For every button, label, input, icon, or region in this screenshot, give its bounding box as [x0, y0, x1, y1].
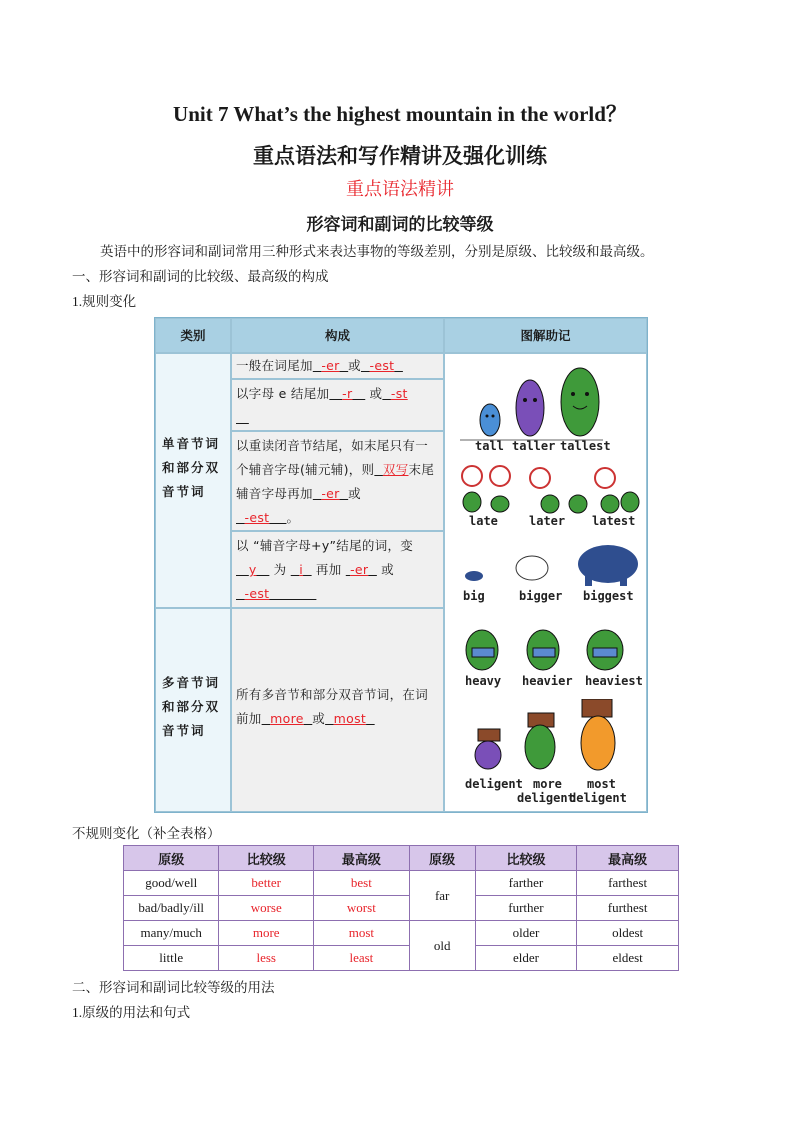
col-header: 原级 — [409, 846, 475, 871]
regular-change-table — [154, 317, 648, 813]
caption-most: most — [587, 777, 616, 791]
cell: oldest — [577, 921, 679, 946]
answer-most: most — [333, 711, 367, 726]
subheading-positive-degree: 1.原级的用法和句式 — [72, 1005, 191, 1020]
cat-line: 音节词 — [162, 723, 206, 738]
cell: bad/badly/ill — [124, 896, 219, 921]
cell: eldest — [577, 946, 679, 971]
answer-cell: best — [314, 871, 410, 896]
answer-cell: less — [219, 946, 314, 971]
rule-text: 以字母 e 结尾加 — [236, 386, 330, 401]
answer-cell: worse — [219, 896, 314, 921]
rule-text: 以 “辅音字母+y”结尾的词，变 — [236, 538, 414, 553]
rule-text: 以重读闭音节结尾，如末尾只有一个辅音字母(辅元辅)，则 — [236, 438, 429, 477]
cat-line: 和部分双 — [162, 699, 221, 714]
caption-more: more — [533, 777, 562, 791]
irregular-label: 不规则变化（补全表格） — [72, 826, 221, 842]
rule-row-5 — [231, 608, 444, 812]
section-title-red: 重点语法精讲 — [346, 179, 454, 200]
heavy-figures-illustration — [460, 624, 640, 674]
cell: farther — [475, 871, 577, 896]
answer-st: -st — [390, 386, 408, 401]
cell: furthest — [577, 896, 679, 921]
tall-figures-illustration — [455, 362, 605, 442]
illustration-cell — [444, 353, 647, 812]
diligent-figures-illustration — [460, 699, 640, 774]
rule-row-1 — [231, 353, 444, 379]
caption-later: later — [529, 514, 566, 528]
col-header: 最高级 — [314, 846, 410, 871]
col-header: 比较级 — [475, 846, 577, 871]
caption-biggest: biggest — [583, 589, 634, 603]
caption-tallest: tallest — [560, 439, 611, 453]
rule-row-3: 以重读闭音节结尾，如末尾只有一个辅音字母(辅元辅)，则 双写末尾辅音字母再加 -er 或 -est 。 — [231, 431, 444, 531]
category-multi-syllable — [155, 608, 231, 812]
header-formation: 构成 — [231, 318, 444, 353]
answer-cell: most — [314, 921, 410, 946]
answer-est: -est — [244, 510, 270, 525]
answer-er: -er — [350, 562, 369, 577]
rule-text: 末尾辅音字母再加 — [236, 462, 435, 501]
caption-heavy: heavy — [465, 674, 502, 688]
cell: older — [475, 921, 577, 946]
cell: good/well — [124, 871, 219, 896]
answer-cell: worst — [314, 896, 410, 921]
cell: many/much — [124, 921, 219, 946]
answer-r: -r — [342, 386, 353, 401]
caption-heaviest: heaviest — [585, 674, 643, 688]
rule-text: 或 — [369, 386, 383, 401]
caption-diligent: deligent — [465, 777, 523, 791]
rule-text: 或 — [348, 486, 361, 501]
caption-bigger: bigger — [519, 589, 563, 603]
table-row — [124, 896, 679, 921]
answer-cell: more — [219, 921, 314, 946]
answer-er: -er — [321, 358, 340, 373]
cat-line: 音节词 — [162, 484, 206, 499]
col-header: 原级 — [124, 846, 219, 871]
table-header-row — [124, 846, 679, 871]
title-english: Unit 7 What’s the highest mountain in the world？ — [173, 102, 627, 126]
col-header: 比较级 — [219, 846, 314, 871]
table-row — [124, 871, 679, 896]
section-heading-2: 二、形容词和副词比较等级的用法 — [72, 980, 275, 996]
rule-text: 为 — [273, 562, 287, 577]
table-row — [124, 921, 679, 946]
answer-cell: better — [219, 871, 314, 896]
rule-text: 或 — [348, 358, 361, 373]
subtitle: 形容词和副词的比较等级 — [306, 215, 494, 235]
rule-text: 所有多音节和部分双音节词，在词前加 — [236, 687, 429, 726]
caption-big: big — [463, 589, 485, 603]
answer-y: y — [248, 562, 257, 577]
caption-taller: taller — [512, 439, 556, 453]
answer-est: -est — [369, 358, 395, 373]
table-row — [124, 946, 679, 971]
rule-row-4 — [231, 531, 444, 608]
rule-text: 或 — [312, 711, 326, 726]
rule-text: 或 — [381, 562, 394, 577]
col-header: 最高级 — [577, 846, 679, 871]
section-heading-1: 一、形容词和副词的比较级、最高级的构成 — [72, 269, 329, 285]
subheading-regular: 1.规则变化 — [72, 294, 137, 309]
irregular-change-table — [123, 845, 679, 971]
header-illustration: 图解助记 — [444, 318, 647, 353]
big-animals-illustration — [460, 544, 640, 589]
cell-far: far — [409, 871, 475, 921]
cell: elder — [475, 946, 577, 971]
caption-most-diligent: deligent — [569, 791, 627, 805]
cat-line: 单音节词 — [162, 436, 221, 451]
cell-old: old — [409, 921, 475, 971]
answer-i: i — [299, 562, 304, 577]
answer-more: more — [270, 711, 304, 726]
rule-text: 再加 — [315, 562, 342, 577]
category-single-syllable — [155, 353, 231, 608]
caption-tall: tall — [475, 439, 504, 453]
rule-row-2 — [231, 379, 444, 431]
answer-cell: least — [314, 946, 410, 971]
cat-line: 和部分双 — [162, 460, 221, 475]
caption-heavier: heavier — [522, 674, 573, 688]
answer-er: -er — [321, 486, 340, 501]
caption-more-diligent: deligent — [517, 791, 575, 805]
answer-est: -est — [244, 586, 270, 601]
caption-latest: latest — [592, 514, 636, 528]
answer-double: 双写 — [382, 462, 409, 477]
title-chinese: 重点语法和写作精讲及强化训练 — [253, 144, 547, 168]
cell: little — [124, 946, 219, 971]
intro-paragraph: 英语中的形容词和副词常用三种形式来表达事物的等级差别，分别是原级、比较级和最高级。 — [100, 244, 654, 260]
rule-text: 一般在词尾加 — [236, 358, 313, 373]
late-figures-illustration — [460, 464, 640, 514]
header-category: 类别 — [155, 318, 231, 353]
caption-late: late — [469, 514, 498, 528]
cell: farthest — [577, 871, 679, 896]
cell: further — [475, 896, 577, 921]
cat-line: 多音节词 — [162, 675, 221, 690]
